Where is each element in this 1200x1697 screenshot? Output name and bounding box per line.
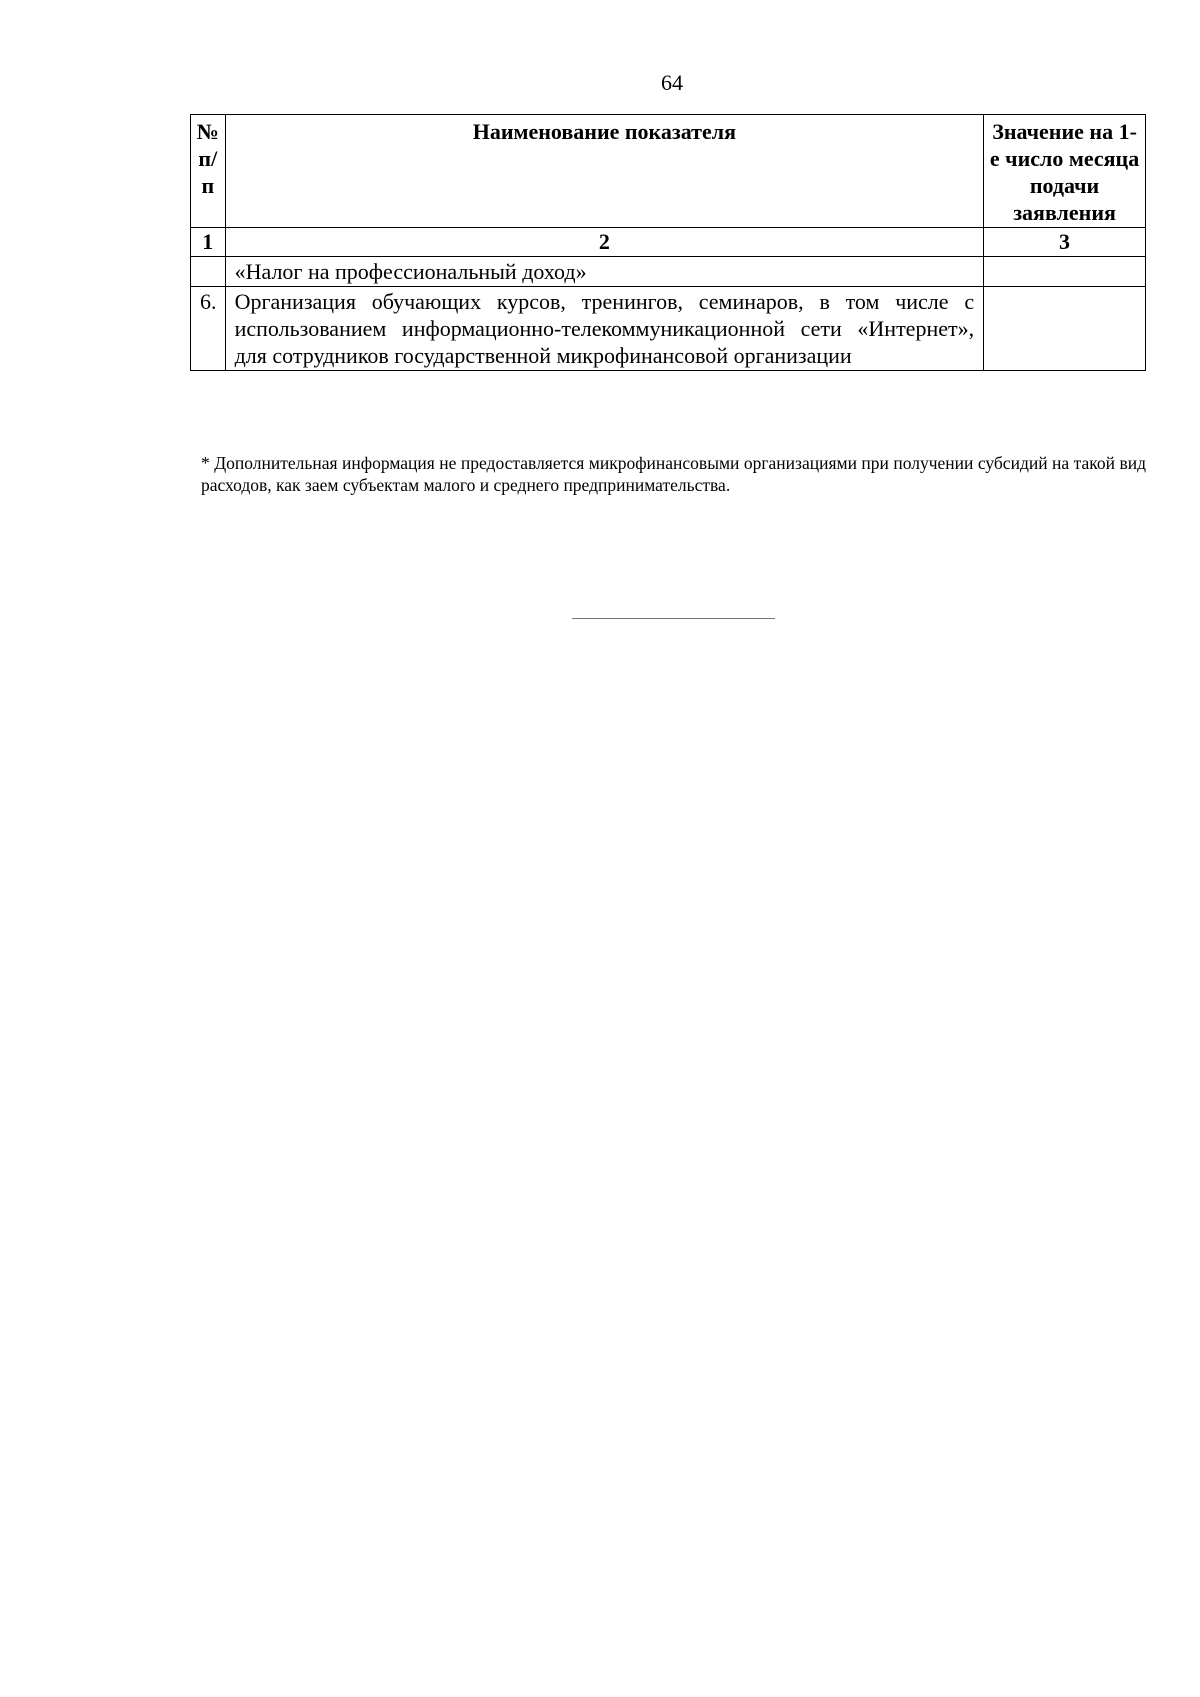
row-value	[984, 287, 1146, 371]
row-name: Организация обучающих курсов, тренингов, семинаров, в том числе с использованием информационно-телекоммуникационной сети «Интернет», для сотрудников государственной микрофинансовой организации	[225, 287, 984, 371]
row-name: «Налог на профессиональный доход»	[225, 257, 984, 287]
row-num: 6.	[191, 287, 226, 371]
footnote: * Дополнительная информация не предоставляется микрофинансовыми организациями при получении субсидий на такой вид расходов, как заем субъектам малого и среднего предпринимательства.	[201, 453, 1146, 495]
column-index-2: 2	[225, 228, 984, 257]
table-row	[191, 257, 1146, 287]
column-index-1: 1	[191, 228, 226, 257]
column-index-row	[191, 228, 1146, 257]
header-value: Значение на 1-е число месяца подачи заявления	[984, 115, 1146, 228]
page-number: 64	[661, 70, 683, 95]
header-name: Наименование показателя	[225, 115, 984, 228]
row-value	[984, 257, 1146, 287]
header-num: № п/ п	[191, 115, 226, 228]
column-index-3: 3	[984, 228, 1146, 257]
table-header-row	[191, 115, 1146, 228]
row-num	[191, 257, 226, 287]
end-divider	[572, 618, 775, 619]
table-row	[191, 287, 1146, 371]
indicator-table	[190, 114, 1146, 371]
